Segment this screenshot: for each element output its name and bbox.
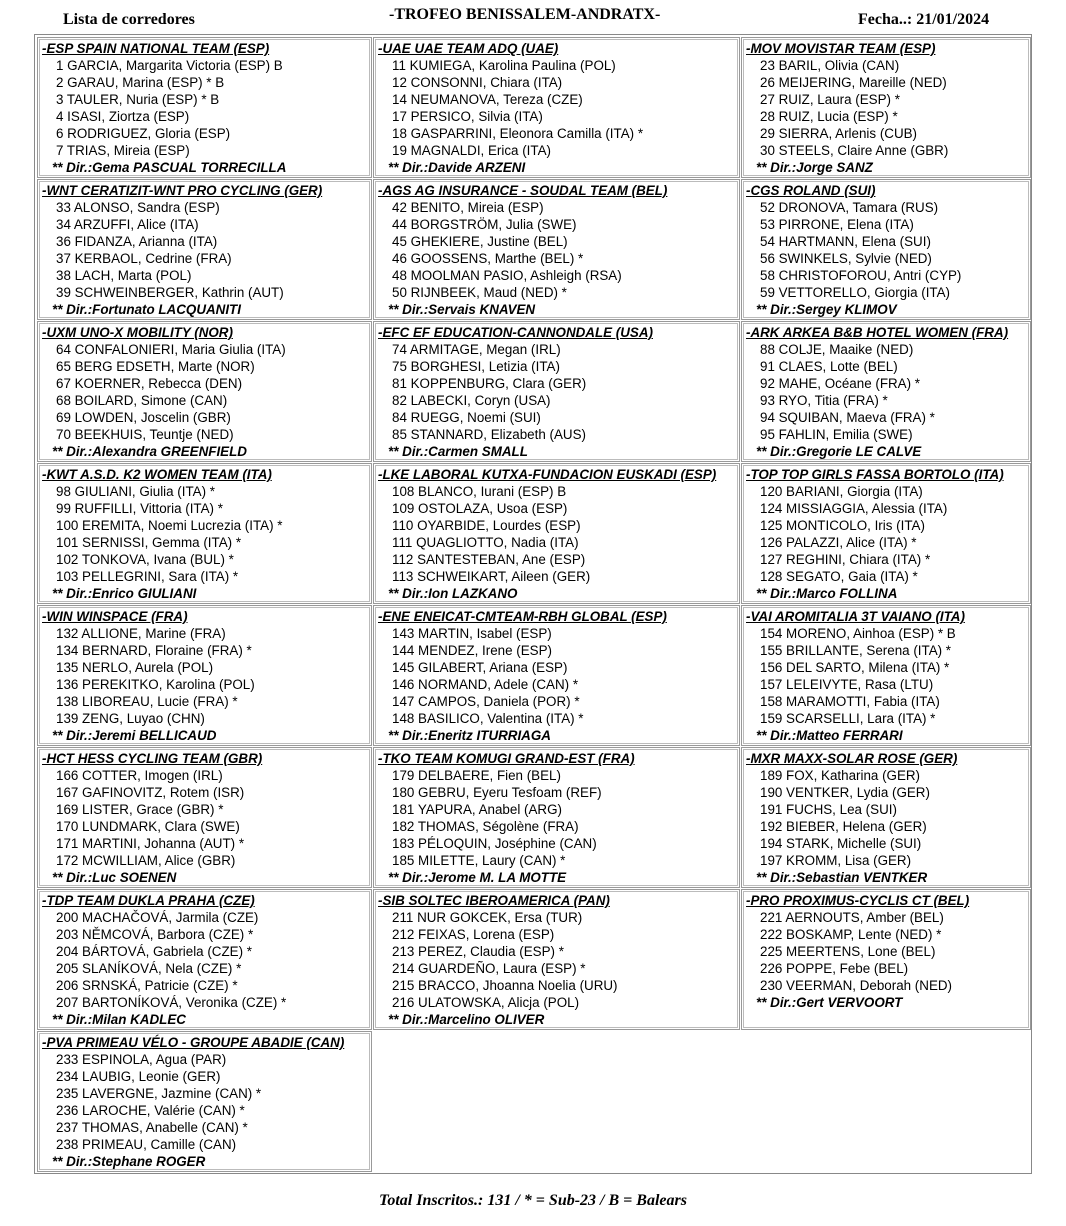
team-block	[741, 889, 1031, 1030]
rider-entry: 18 GASPARRINI, Eleonora Camilla (ITA) *	[392, 126, 644, 141]
rider-entry: 185 MILETTE, Laury (CAN) *	[392, 853, 566, 868]
team-director: ** Dir.:Jerome M. LA MOTTE	[388, 870, 567, 885]
rider-entry: 214 GUARDEÑO, Laura (ESP) *	[392, 961, 586, 976]
team-name: -MOV MOVISTAR TEAM (ESP)	[746, 41, 936, 56]
team-director: ** Dir.:Eneritz ITURRIAGA	[388, 728, 551, 743]
team-name: -MXR MAXX-SOLAR ROSE (GER)	[746, 751, 958, 766]
team-name: -TDP TEAM DUKLA PRAHA (CZE)	[42, 893, 255, 908]
rider-entry: 53 PIRRONE, Elena (ITA)	[760, 217, 914, 232]
rider-entry: 46 GOOSSENS, Marthe (BEL) *	[392, 251, 584, 266]
team-director: ** Dir.:Davide ARZENI	[388, 160, 526, 175]
rider-entry: 91 CLAES, Lotte (BEL)	[760, 359, 898, 374]
team-name: -ESP SPAIN NATIONAL TEAM (ESP)	[42, 41, 270, 56]
team-block	[741, 463, 1031, 604]
team-name: -UXM UNO-X MOBILITY (NOR)	[42, 325, 233, 340]
rider-entry: 39 SCHWEINBERGER, Kathrin (AUT)	[56, 285, 284, 300]
race-title: -TROFEO BENISSALEM-ANDRATX-	[389, 6, 661, 23]
rider-entry: 136 PEREKITKO, Karolina (POL)	[56, 677, 255, 692]
rider-entry: 192 BIEBER, Helena (GER)	[760, 819, 927, 834]
rider-entry: 85 STANNARD, Elizabeth (AUS)	[392, 427, 586, 442]
team-block	[741, 321, 1031, 462]
race-date: Fecha..: 21/01/2024	[858, 11, 990, 28]
team-director: ** Dir.:Carmen SMALL	[388, 444, 528, 459]
team-block	[741, 37, 1031, 178]
rider-entry: 101 SERNISSI, Gemma (ITA) *	[56, 535, 242, 550]
rider-entry: 111 QUAGLIOTTO, Nadia (ITA)	[392, 535, 579, 550]
rider-entry: 234 LAUBIG, Leonie (GER)	[56, 1069, 221, 1084]
rider-entry: 98 GIULIANI, Giulia (ITA) *	[56, 484, 215, 499]
rider-entry: 148 BASILICO, Valentina (ITA) *	[392, 711, 584, 726]
empty-cell	[373, 1031, 740, 1172]
rider-entry: 212 FEIXAS, Lorena (ESP)	[392, 927, 555, 942]
rider-entry: 181 YAPURA, Anabel (ARG)	[392, 802, 562, 817]
rider-entry: 81 KOPPENBURG, Clara (GER)	[392, 376, 587, 391]
team-name: -WNT CERATIZIT-WNT PRO CYCLING (GER)	[42, 183, 323, 198]
rider-entry: 6 RODRIGUEZ, Gloria (ESP)	[56, 126, 231, 141]
team-block	[37, 37, 372, 178]
rider-entry: 180 GEBRU, Eyeru Tesfoam (REF)	[392, 785, 602, 800]
team-director: ** Dir.:Fortunato LACQUANITI	[52, 302, 241, 317]
rider-entry: 203 NĚMCOVÁ, Barbora (CZE) *	[56, 927, 254, 942]
rider-entry: 113 SCHWEIKART, Aileen (GER)	[392, 569, 591, 584]
rider-entry: 19 MAGNALDI, Erica (ITA)	[392, 143, 551, 158]
rider-entry: 27 RUIZ, Laura (ESP) *	[760, 92, 900, 107]
rider-entry: 197 KROMM, Lisa (GER)	[760, 853, 912, 868]
rider-entry: 134 BERNARD, Floraine (FRA) *	[56, 643, 252, 658]
team-name: -EFC EF EDUCATION-CANNONDALE (USA)	[378, 325, 653, 340]
rider-entry: 75 BORGHESI, Letizia (ITA)	[392, 359, 560, 374]
team-director: ** Dir.:Milan KADLEC	[52, 1012, 186, 1027]
rider-entry: 205 SLANÍKOVÁ, Nela (CZE) *	[56, 961, 242, 976]
team-name: -AGS AG INSURANCE - SOUDAL TEAM (BEL)	[378, 183, 668, 198]
rider-entry: 59 VETTORELLO, Giorgia (ITA)	[760, 285, 951, 300]
team-block	[373, 605, 740, 746]
rider-entry: 56 SWINKELS, Sylvie (NED)	[760, 251, 932, 266]
team-name: -VAI AROMITALIA 3T VAIANO (ITA)	[746, 609, 965, 624]
rider-entry: 146 NORMAND, Adele (CAN) *	[392, 677, 579, 692]
rider-entry: 70 BEEKHUIS, Teuntje (NED)	[56, 427, 234, 442]
team-name: -UAE UAE TEAM ADQ (UAE)	[378, 41, 559, 56]
rider-entry: 128 SEGATO, Gaia (ITA) *	[760, 569, 918, 584]
team-block	[37, 179, 372, 320]
rider-entry: 12 CONSONNI, Chiara (ITA)	[392, 75, 563, 90]
rider-entry: 99 RUFFILLI, Vittoria (ITA) *	[56, 501, 223, 516]
rider-entry: 225 MEERTENS, Lone (BEL)	[760, 944, 936, 959]
team-director: ** Dir.:Sebastian VENTKER	[756, 870, 928, 885]
team-name: -ARK ARKEA B&B HOTEL WOMEN (FRA)	[746, 325, 1009, 340]
rider-entry: 65 BERG EDSETH, Marte (NOR)	[56, 359, 255, 374]
rider-entry: 36 FIDANZA, Arianna (ITA)	[56, 234, 218, 249]
rider-entry: 42 BENITO, Mireia (ESP)	[392, 200, 544, 215]
rider-entry: 147 CAMPOS, Daniela (POR) *	[392, 694, 580, 709]
rider-entry: 45 GHEKIERE, Justine (BEL)	[392, 234, 568, 249]
rider-entry: 238 PRIMEAU, Camille (CAN)	[56, 1137, 237, 1152]
team-block	[741, 605, 1031, 746]
rider-entry: 124 MISSIAGGIA, Alessia (ITA)	[760, 501, 948, 516]
rider-entry: 200 MACHAČOVÁ, Jarmila (CZE)	[56, 910, 259, 925]
team-director: ** Dir.:Alexandra GREENFIELD	[52, 444, 247, 459]
rider-entry: 182 THOMAS, Ségolène (FRA)	[392, 819, 579, 834]
rider-entry: 236 LAROCHE, Valérie (CAN) *	[56, 1103, 245, 1118]
rider-entry: 44 BORGSTRÖM, Julia (SWE)	[392, 217, 577, 232]
team-block	[37, 463, 372, 604]
team-block	[37, 1031, 372, 1172]
team-director: ** Dir.:Sergey KLIMOV	[756, 302, 897, 317]
rider-entry: 194 STARK, Michelle (SUI)	[760, 836, 922, 851]
rider-entry: 191 FUCHS, Lea (SUI)	[760, 802, 897, 817]
team-director: ** Dir.:Marco FOLLINA	[756, 586, 898, 601]
team-name: -ENE ENEICAT-CMTEAM-RBH GLOBAL (ESP)	[378, 609, 667, 624]
team-name: -HCT HESS CYCLING TEAM (GBR)	[42, 751, 263, 766]
team-name: -PVA PRIMEAU VÉLO - GROUPE ABADIE (CAN)	[42, 1035, 345, 1050]
rider-entry: 30 STEELS, Claire Anne (GBR)	[760, 143, 949, 158]
rider-entry: 112 SANTESTEBAN, Ane (ESP)	[392, 552, 586, 567]
rider-entry: 169 LISTER, Grace (GBR) *	[56, 802, 224, 817]
rider-entry: 69 LOWDEN, Joscelin (GBR)	[56, 410, 231, 425]
rider-entry: 172 MCWILLIAM, Alice (GBR)	[56, 853, 236, 868]
team-name: -TKO TEAM KOMUGI GRAND-EST (FRA)	[378, 751, 635, 766]
rider-entry: 110 OYARBIDE, Lourdes (ESP)	[392, 518, 581, 533]
team-director: ** Dir.:Servais KNAVEN	[388, 302, 536, 317]
rider-entry: 109 OSTOLAZA, Usoa (ESP)	[392, 501, 568, 516]
rider-entry: 100 EREMITA, Noemi Lucrezia (ITA) *	[56, 518, 283, 533]
team-director: ** Dir.:Gert VERVOORT	[756, 995, 903, 1010]
rider-entry: 95 FAHLIN, Emilia (SWE)	[760, 427, 913, 442]
rider-entry: 84 RUEGG, Noemi (SUI)	[392, 410, 541, 425]
footer-summary: Total Inscritos.: 131 / * = Sub-23 / B = Balears	[379, 1192, 687, 1209]
rider-entry: 34 ARZUFFI, Alice (ITA)	[56, 217, 199, 232]
team-grid	[34, 34, 1032, 1174]
rider-entry: 3 TAULER, Nuria (ESP) * B	[56, 92, 220, 107]
team-director: ** Dir.:Stephane ROGER	[52, 1154, 206, 1169]
team-director: ** Dir.:Luc SOENEN	[52, 870, 177, 885]
rider-entry: 37 KERBAOL, Cedrine (FRA)	[56, 251, 232, 266]
team-block	[37, 605, 372, 746]
team-name: -LKE LABORAL KUTXA-FUNDACION EUSKADI (ESP)	[378, 467, 717, 482]
rider-entry: 206 SRNSKÁ, Patricie (CZE) *	[56, 978, 238, 993]
rider-entry: 139 ZENG, Luyao (CHN)	[56, 711, 205, 726]
rider-entry: 28 RUIZ, Lucia (ESP) *	[760, 109, 898, 124]
rider-entry: 211 NUR GOKCEK, Ersa (TUR)	[392, 910, 583, 925]
rider-entry: 215 BRACCO, Jhoanna Noelia (URU)	[392, 978, 618, 993]
rider-entry: 68 BOILARD, Simone (CAN)	[56, 393, 228, 408]
rider-entry: 221 AERNOUTS, Amber (BEL)	[760, 910, 944, 925]
rider-entry: 138 LIBOREAU, Lucie (FRA) *	[56, 694, 238, 709]
rider-entry: 126 PALAZZI, Alice (ITA) *	[760, 535, 917, 550]
rider-entry: 171 MARTINI, Johanna (AUT) *	[56, 836, 245, 851]
rider-entry: 7 TRIAS, Mireia (ESP)	[56, 143, 190, 158]
rider-entry: 190 VENTKER, Lydia (GER)	[760, 785, 930, 800]
rider-entry: 189 FOX, Katharina (GER)	[760, 768, 921, 783]
team-block	[373, 321, 740, 462]
rider-entry: 88 COLJE, Maaike (NED)	[760, 342, 914, 357]
rider-entry: 155 BRILLANTE, Serena (ITA) *	[760, 643, 952, 658]
team-block	[37, 889, 372, 1030]
team-block	[373, 463, 740, 604]
team-block	[37, 321, 372, 462]
rider-entry: 26 MEIJERING, Mareille (NED)	[760, 75, 947, 90]
rider-entry: 154 MORENO, Ainhoa (ESP) * B	[760, 626, 956, 641]
rider-entry: 143 MARTIN, Isabel (ESP)	[392, 626, 552, 641]
list-title: Lista de corredores	[63, 11, 195, 28]
team-name: -PRO PROXIMUS-CYCLIS CT (BEL)	[746, 893, 970, 908]
team-block	[373, 747, 740, 888]
team-director: ** Dir.:Gema PASCUAL TORRECILLA	[52, 160, 287, 175]
rider-entry: 183 PÉLOQUIN, Joséphine (CAN)	[392, 836, 597, 851]
team-block	[741, 747, 1031, 888]
rider-entry: 33 ALONSO, Sandra (ESP)	[56, 200, 220, 215]
team-block	[373, 37, 740, 178]
rider-entry: 38 LACH, Marta (POL)	[56, 268, 192, 283]
rider-entry: 1 GARCIA, Margarita Victoria (ESP) B	[56, 58, 283, 73]
rider-entry: 103 PELLEGRINI, Sara (ITA) *	[56, 569, 239, 584]
team-block	[37, 747, 372, 888]
rider-entry: 159 SCARSELLI, Lara (ITA) *	[760, 711, 936, 726]
rider-entry: 11 KUMIEGA, Karolina Paulina (POL)	[392, 58, 616, 73]
rider-entry: 144 MENDEZ, Irene (ESP)	[392, 643, 552, 658]
rider-entry: 204 BÁRTOVÁ, Gabriela (CZE) *	[56, 944, 252, 959]
rider-entry: 222 BOSKAMP, Lente (NED) *	[760, 927, 942, 942]
team-name: -TOP TOP GIRLS FASSA BORTOLO (ITA)	[746, 467, 1004, 482]
rider-entry: 67 KOERNER, Rebecca (DEN)	[56, 376, 243, 391]
team-director: ** Dir.:Jorge SANZ	[756, 160, 873, 175]
rider-entry: 226 POPPE, Febe (BEL)	[760, 961, 909, 976]
rider-entry: 156 DEL SARTO, Milena (ITA) *	[760, 660, 950, 675]
rider-entry: 52 DRONOVA, Tamara (RUS)	[760, 200, 939, 215]
rider-entry: 102 TONKOVA, Ivana (BUL) *	[56, 552, 234, 567]
rider-entry: 158 MARAMOTTI, Fabia (ITA)	[760, 694, 940, 709]
rider-entry: 14 NEUMANOVA, Tereza (CZE)	[392, 92, 583, 107]
rider-entry: 125 MONTICOLO, Iris (ITA)	[760, 518, 925, 533]
team-block	[373, 889, 740, 1030]
rider-entry: 4 ISASI, Ziortza (ESP)	[56, 109, 190, 124]
rider-entry: 127 REGHINI, Chiara (ITA) *	[760, 552, 931, 567]
team-name: -CGS ROLAND (SUI)	[746, 183, 876, 198]
rider-entry: 23 BARIL, Olivia (CAN)	[760, 58, 900, 73]
rider-entry: 213 PEREZ, Claudia (ESP) *	[392, 944, 564, 959]
rider-entry: 235 LAVERGNE, Jazmine (CAN) *	[56, 1086, 262, 1101]
rider-entry: 29 SIERRA, Arlenis (CUB)	[760, 126, 918, 141]
rider-entry: 50 RIJNBEEK, Maud (NED) *	[392, 285, 567, 300]
rider-entry: 74 ARMITAGE, Megan (IRL)	[392, 342, 561, 357]
rider-entry: 135 NERLO, Aurela (POL)	[56, 660, 214, 675]
team-director: ** Dir.:Marcelino OLIVER	[388, 1012, 545, 1027]
rider-entry: 17 PERSICO, Silvia (ITA)	[392, 109, 543, 124]
rider-entry: 237 THOMAS, Anabelle (CAN) *	[56, 1120, 248, 1135]
rider-entry: 82 LABECKI, Coryn (USA)	[392, 393, 551, 408]
rider-entry: 58 CHRISTOFOROU, Antri (CYP)	[760, 268, 962, 283]
team-name: -KWT A.S.D. K2 WOMEN TEAM (ITA)	[42, 467, 272, 482]
rider-entry: 2 GARAU, Marina (ESP) * B	[56, 75, 225, 90]
rider-entry: 92 MAHE, Océane (FRA) *	[760, 376, 920, 391]
team-name: -SIB SOLTEC IBEROAMERICA (PAN)	[378, 893, 610, 908]
rider-entry: 93 RYO, Titia (FRA) *	[760, 393, 888, 408]
team-name: -WIN WINSPACE (FRA)	[42, 609, 188, 624]
rider-entry: 233 ESPINOLA, Agua (PAR)	[56, 1052, 227, 1067]
rider-entry: 166 COTTER, Imogen (IRL)	[56, 768, 223, 783]
rider-entry: 145 GILABERT, Ariana (ESP)	[392, 660, 568, 675]
rider-entry: 94 SQUIBAN, Maeva (FRA) *	[760, 410, 935, 425]
team-director: ** Dir.:Matteo FERRARI	[756, 728, 903, 743]
rider-entry: 132 ALLIONE, Marine (FRA)	[56, 626, 226, 641]
rider-entry: 179 DELBAERE, Fien (BEL)	[392, 768, 561, 783]
rider-entry: 120 BARIANI, Giorgia (ITA)	[760, 484, 923, 499]
rider-entry: 64 CONFALONIERI, Maria Giulia (ITA)	[56, 342, 286, 357]
team-block	[373, 179, 740, 320]
team-block	[741, 179, 1031, 320]
rider-entry: 216 ULATOWSKA, Alicja (POL)	[392, 995, 580, 1010]
team-director: ** Dir.:Ion LAZKANO	[388, 586, 518, 601]
rider-entry: 207 BARTONÍKOVÁ, Veronika (CZE) *	[56, 995, 287, 1010]
team-director: ** Dir.:Jeremi BELLICAUD	[52, 728, 217, 743]
rider-entry: 108 BLANCO, Iurani (ESP) B	[392, 484, 567, 499]
rider-entry: 230 VEERMAN, Deborah (NED)	[760, 978, 952, 993]
team-director: ** Dir.:Enrico GIULIANI	[52, 586, 197, 601]
empty-cell	[741, 1031, 1031, 1172]
team-director: ** Dir.:Gregorie LE CALVE	[756, 444, 922, 459]
rider-entry: 48 MOOLMAN PASIO, Ashleigh (RSA)	[392, 268, 622, 283]
rider-entry: 54 HARTMANN, Elena (SUI)	[760, 234, 931, 249]
rider-entry: 167 GAFINOVITZ, Rotem (ISR)	[56, 785, 245, 800]
rider-entry: 157 LELEIVYTE, Rasa (LTU)	[760, 677, 934, 692]
rider-entry: 170 LUNDMARK, Clara (SWE)	[56, 819, 240, 834]
